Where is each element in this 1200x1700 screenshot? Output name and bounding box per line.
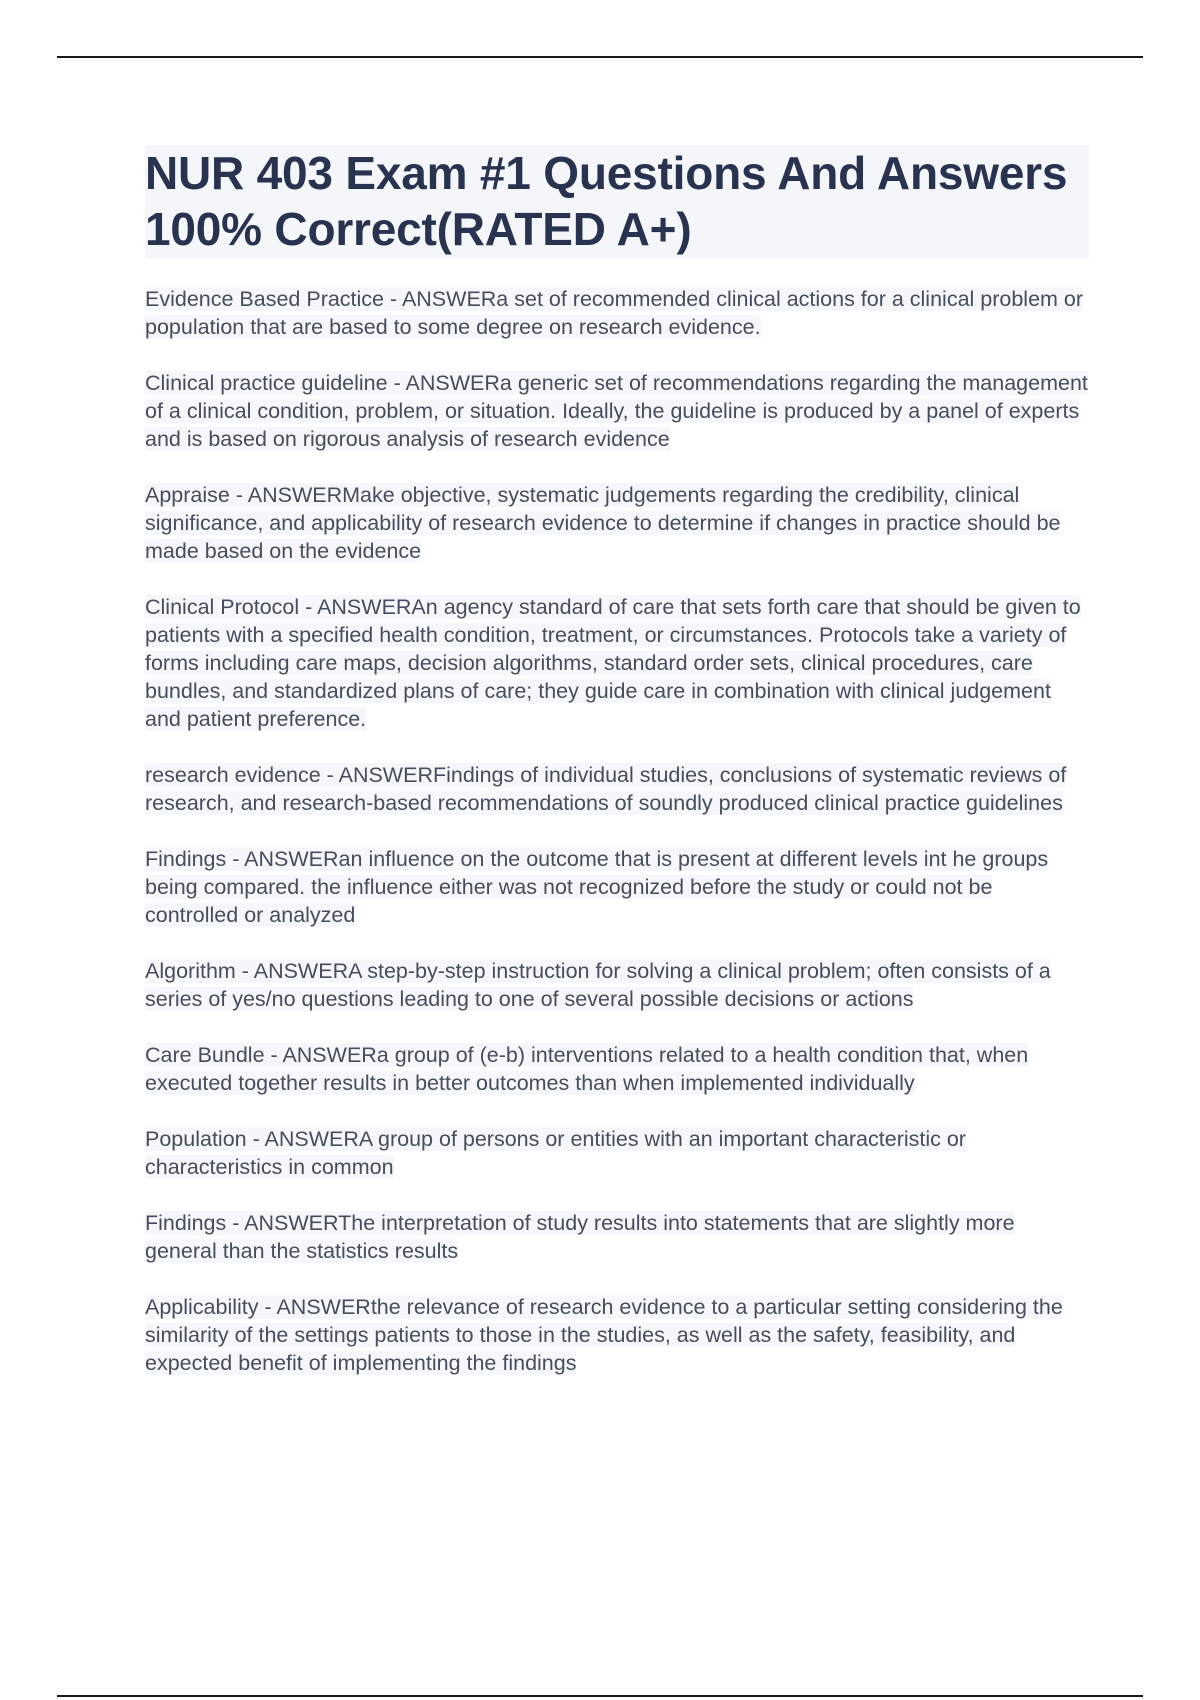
qa-entry-text: Population - ANSWERA group of persons or entities with an important characteristic or characteristics in common (145, 1127, 966, 1179)
qa-entry-population (145, 1125, 1089, 1181)
qa-entry-findings-influence (145, 845, 1089, 929)
qa-entry-text: Care Bundle - ANSWERa group of (e-b) interventions related to a health condition that, when executed together results in better outcomes than when implemented individually (145, 1043, 1029, 1095)
qa-entry-evidence-based-practice (145, 285, 1089, 341)
qa-entry-findings-interpretation (145, 1209, 1089, 1265)
qa-entry-text: Algorithm - ANSWERA step-by-step instruction for solving a clinical problem; often consists of a series of yes/no questions leading to one of several possible decisions or actions (145, 959, 1051, 1011)
qa-entry-text: Clinical practice guideline - ANSWERa generic set of recommendations regarding the management of a clinical condition, problem, or situation. Ideally, the guideline is produced by a panel of experts and is based on rigorous analysis of research evidence (145, 371, 1088, 451)
qa-entry-clinical-practice-guideline (145, 369, 1089, 453)
qa-entry-text: research evidence - ANSWERFindings of individual studies, conclusions of systematic reviews of research, and research-based recommendations of soundly produced clinical practice guidelines (145, 763, 1067, 815)
qa-entry-applicability (145, 1293, 1089, 1377)
qa-entry-clinical-protocol (145, 593, 1089, 733)
top-rule (57, 56, 1143, 58)
document-body (145, 145, 1089, 1405)
qa-entry-text: Findings - ANSWERan influence on the outcome that is present at different levels int he groups being compared. the influence either was not recognized before the study or could not be controlled or analyzed (145, 847, 1049, 927)
qa-entry-care-bundle (145, 1041, 1089, 1097)
qa-entry-text: Evidence Based Practice - ANSWERa set of recommended clinical actions for a clinical problem or population that are based to some degree on research evidence. (145, 287, 1084, 339)
qa-entry-algorithm (145, 957, 1089, 1013)
page-title: NUR 403 Exam #1 Questions And Answers 100% Correct(RATED A+) (145, 145, 1089, 259)
qa-entry-text: Findings - ANSWERThe interpretation of study results into statements that are slightly more general than the statistics results (145, 1211, 1015, 1263)
qa-entry-text: Clinical Protocol - ANSWERAn agency standard of care that sets forth care that should be given to patients with a specified health condition, treatment, or circumstances. Protocols take a variety of forms including care maps, decision algorithms, standard order sets, clinical procedures, care bundles, and standardized plans of care; they guide care in combination with clinical judgement and patient preference. (145, 595, 1081, 731)
qa-entry-text: Applicability - ANSWERthe relevance of research evidence to a particular setting considering the similarity of the settings patients to those in the studies, as well as the safety, feasibility, and expected benefit of implementing the findings (145, 1295, 1063, 1375)
qa-entry-text: Appraise - ANSWERMake objective, systematic judgements regarding the credibility, clinical significance, and applicability of research evidence to determine if changes in practice should be made based on the evidence (145, 483, 1061, 563)
qa-entry-research-evidence (145, 761, 1089, 817)
qa-entry-appraise (145, 481, 1089, 565)
bottom-rule (57, 1695, 1143, 1697)
